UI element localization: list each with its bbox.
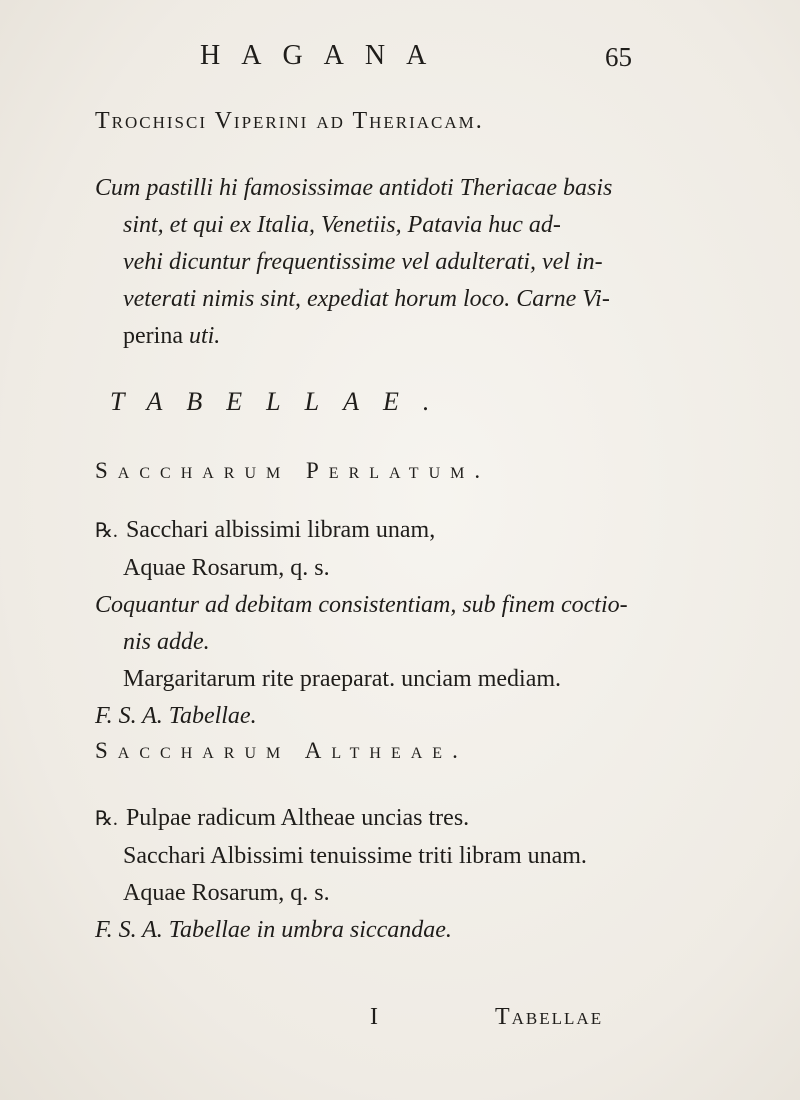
running-title: HAGANA <box>200 40 448 71</box>
catchword: Tabellae <box>495 1004 604 1030</box>
recipe1-line4: nis adde. <box>123 629 210 655</box>
recipe2-line2: Sacchari Albissimi tenuissime triti libram unam. <box>123 843 587 869</box>
intro-line <box>95 318 695 355</box>
recipe2-body <box>95 800 695 949</box>
recipe1-body <box>95 512 695 735</box>
recipe1-line6: F. S. A. Tabellae. <box>95 703 257 729</box>
intro-line: veterati nimis sint, expediat horum loco. Carne Vi- <box>123 286 610 312</box>
intro-paragraph <box>95 170 695 355</box>
recipe2-line3: Aquae Rosarum, q. s. <box>123 880 330 906</box>
page-number: 65 <box>605 42 632 72</box>
recipe1-line2: Aquae Rosarum, q. s. <box>123 555 330 581</box>
page-header <box>200 40 640 90</box>
recipe2-line <box>95 800 695 838</box>
recipe-title: Trochisci Viperini ad Theriacam. <box>95 108 484 134</box>
intro-line: vehi dicuntur frequentissime vel adulterati, vel in- <box>123 249 603 275</box>
recipe-symbol-icon: ℞. <box>95 520 118 542</box>
intro-line: sint, et qui ex Italia, Venetiis, Patavia huc ad- <box>123 212 561 238</box>
intro-italic-word: uti. <box>188 323 221 349</box>
intro-line: Cum pastilli hi famosissimae antidoti Theriacae basis <box>95 175 613 201</box>
recipe1-heading: Saccharum Perlatum. <box>95 458 491 483</box>
recipe1-line5: Margaritarum rite praeparat. unciam mediam. <box>123 666 562 692</box>
recipe2-line4: F. S. A. Tabellae in umbra siccandae. <box>95 917 452 943</box>
recipe1-line1: Sacchari albissimi libram unam, <box>125 517 436 543</box>
section-heading: TABELLAE. <box>110 387 454 416</box>
intro-upright-word: perina <box>123 323 183 349</box>
recipe2-line1: Pulpae radicum Altheae uncias tres. <box>125 805 470 831</box>
recipe1-line3: Coquantur ad debitam consistentiam, sub finem coctio- <box>95 592 628 618</box>
signature-mark: I <box>370 1004 378 1030</box>
recipe-symbol-icon: ℞. <box>95 808 118 830</box>
recipe1-line <box>95 512 695 550</box>
recipe2-heading: Saccharum Altheae. <box>95 738 468 763</box>
